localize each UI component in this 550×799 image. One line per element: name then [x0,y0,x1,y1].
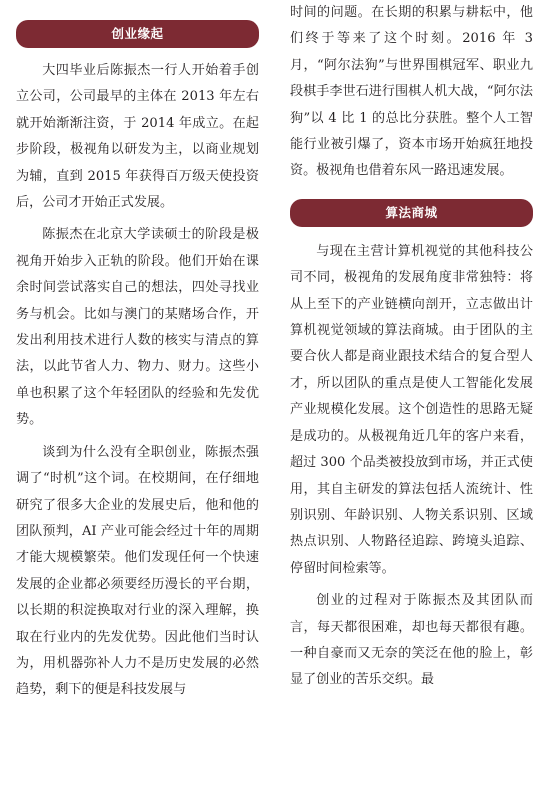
section-header-algorithm-store: 算法商城 [290,199,533,227]
paragraph: 大四毕业后陈振杰一行人开始着手创立公司，公司最早的主体在 2013 年左右就开始渐渐注资，于 2014 年成立。在起步阶段，极视角以研发为主，以商业规划为辅，直到 2015 年获得百万级天使投资后，公司才开始正式发展。 [16,63,259,211]
right-column [290,0,533,700]
paragraph: 陈振杰在北京大学读硕士的阶段是极视角开始步入正轨的阶段。他们开始在课余时间尝试落实自己的想法，四处寻找业务与机会。比如与澳门的某赌场合作，开发出利用技术进行人数的核实与清点的算法，以此节省人力、物力、财力。这些小单也积累了这个年轻团队的经验和先发优势。 [16,227,259,428]
left-column [16,20,259,710]
paragraph-continuation: 时间的问题。在长期的积累与耕耘中，他们终于等来了这个时刻。2016 年 3 月，“阿尔法狗”与世界围棋冠军、职业九段棋手李世石进行围棋人机大战，“阿尔法狗”以 4 比 1 的总比分获胜。整个人工智能行业被引爆了，资本市场开始疯狂地投资。极视角也借着东风一路迅速发展。 [290,5,533,179]
paragraph: 创业的过程对于陈振杰及其团队而言，每天都很困难，却也每天都很有趣。一种自豪而又无奈的笑泛在他的脸上，彰显了创业的苦乐交织。最 [290,593,533,688]
paragraph: 与现在主营计算机视觉的其他科技公司不同，极视角的发展角度非常独特：将从上至下的产业链横向剖开，立志做出计算机视觉领域的算法商城。由于团队的主要合伙人都是商业跟技术结合的复合型人才，所以团队的重点是使人工智能化发展产业规模化发展。这个创造性的思路无疑是成功的。从极视角近几年的客户来看，超过 300 个品类被投放到市场，并正式使用，其自主研发的算法包括人流统计、性别识别、年龄识别、人物关系识别、区域热点识别、人物路径追踪、跨境头追踪、停留时间检索等。 [290,243,533,576]
section-header-origin: 创业缘起 [16,20,259,48]
paragraph: 谈到为什么没有全职创业，陈振杰强调了“时机”这个词。在校期间，在仔细地研究了很多大企业的发展史后，他和他的团队预判，AI 产业可能会经过十年的周期才能大规模繁荣。他们发现任何一个快速发展的企业都必须要经历漫长的平台期，以长期的积淀换取对行业的深入理解，换取在行业内的先发优势。因此他们当时认为，用机器弥补人力不是历史发展的必然趋势，剩下的便是科技发展与 [16,444,259,698]
